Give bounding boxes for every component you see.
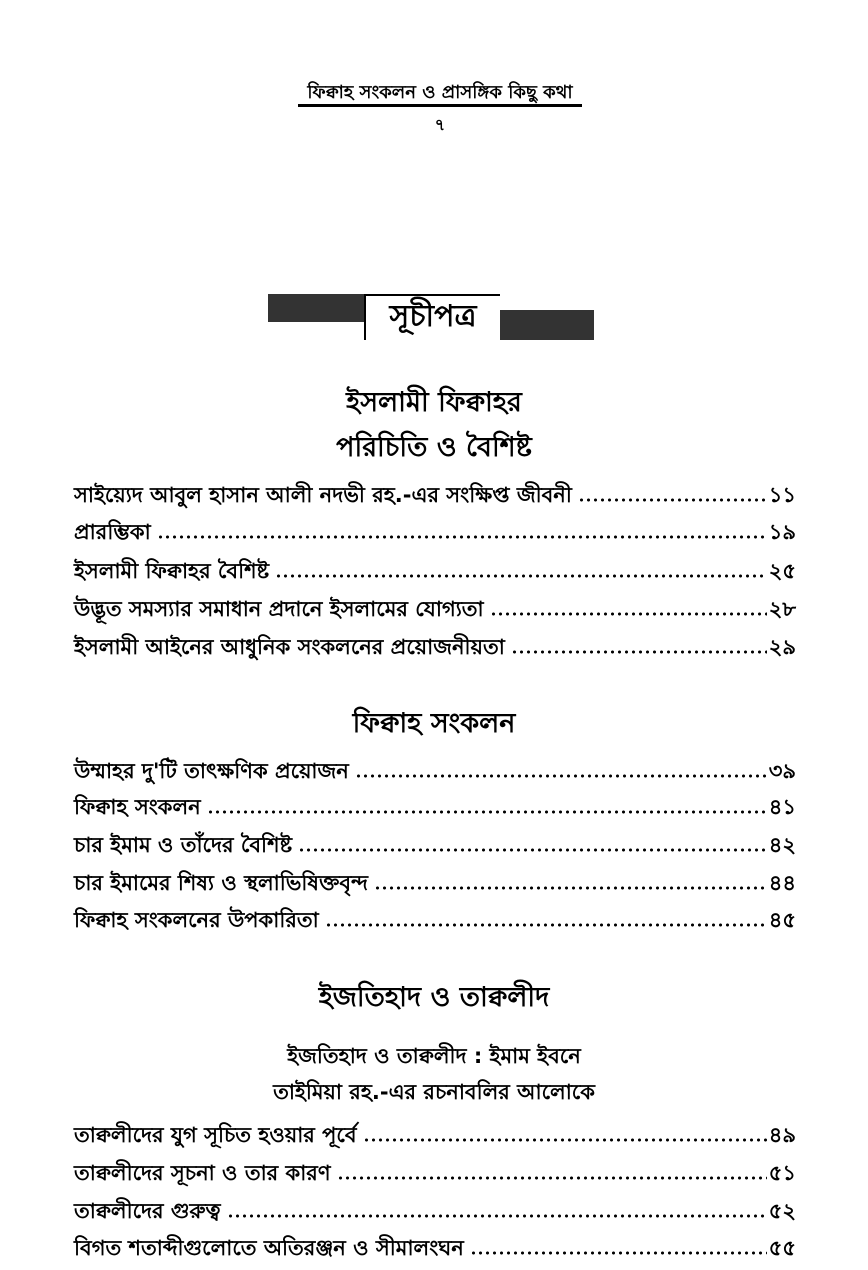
toc-entry[interactable] bbox=[74, 1116, 796, 1150]
toc-entry-title: প্রারম্ভিকা bbox=[74, 520, 151, 544]
toc-entry-title: ইসলামী আইনের আধুনিক সংকলনের প্রয়োজনীয়তা bbox=[74, 635, 505, 659]
dot-leader bbox=[363, 1137, 767, 1143]
toc-entry[interactable] bbox=[74, 901, 796, 935]
banner-decoration-left bbox=[268, 294, 364, 322]
toc-entry[interactable] bbox=[74, 476, 796, 510]
dot-leader bbox=[470, 1250, 767, 1256]
toc-entry[interactable] bbox=[74, 826, 796, 860]
toc-entry-page: ৩৯ bbox=[768, 759, 796, 783]
dot-leader bbox=[207, 809, 767, 815]
toc-entry-title: তাক্বলীদের যুগ সূচিত হওয়ার পূর্বে bbox=[74, 1123, 357, 1147]
sub-heading-line: ইজতিহাদ ও তাক্বলীদ : ইমাম ইবনে bbox=[287, 1044, 581, 1068]
toc-entry-title: উদ্ভূত সমস্যার সমাধান প্রদানে ইসলামের যোগ্যতা bbox=[74, 597, 484, 621]
dot-leader bbox=[157, 534, 767, 540]
toc-entry-title: সাইয়্যেদ আবুল হাসান আলী নদভী রহ.-এর সংক্ষিপ্ত জীবনী bbox=[74, 483, 572, 507]
toc-entry[interactable] bbox=[74, 1154, 796, 1188]
toc-entry[interactable] bbox=[74, 513, 796, 547]
toc-entry-page: ২৮ bbox=[768, 597, 796, 621]
dot-leader bbox=[355, 773, 767, 779]
dot-leader bbox=[227, 1213, 767, 1219]
toc-entry[interactable] bbox=[74, 552, 796, 586]
toc-entry[interactable] bbox=[74, 1229, 796, 1263]
section-heading-line: ফিক্বাহ সংকলন bbox=[352, 708, 516, 739]
dot-leader bbox=[337, 1175, 767, 1181]
toc-entry-page: ৪৪ bbox=[768, 871, 796, 895]
dot-leader bbox=[275, 573, 767, 579]
running-header-title: ফিক্বাহ সংকলন ও প্রাসঙ্গিক কিছু কথা bbox=[307, 82, 573, 103]
toc-entry-title: ফিক্বাহ সংকলনের উপকারিতা bbox=[74, 908, 319, 932]
sub-heading-line: তাইমিয়া রহ.-এর রচনাবলির আলোকে bbox=[273, 1080, 595, 1104]
section-heading-line: ইজতিহাদ ও তাক্বলীদ bbox=[318, 982, 550, 1013]
toc-banner bbox=[0, 290, 868, 350]
toc-entry[interactable] bbox=[74, 628, 796, 662]
dot-leader bbox=[578, 497, 767, 503]
toc-entry-title: ইসলামী ফিক্বাহর বৈশিষ্ট bbox=[74, 559, 270, 583]
toc-entry-page: ১১ bbox=[768, 483, 796, 507]
section-heading-line: পরিচিতি ও বৈশিষ্ট bbox=[336, 432, 532, 463]
toc-entry-page: ৪৯ bbox=[768, 1123, 796, 1147]
toc-entry-page: ৫১ bbox=[768, 1161, 796, 1185]
dot-leader bbox=[374, 885, 767, 891]
banner-decoration-right bbox=[500, 310, 594, 340]
toc-entry-page: ৪১ bbox=[768, 795, 796, 819]
toc-entry[interactable] bbox=[74, 864, 796, 898]
toc-entry[interactable] bbox=[74, 590, 796, 624]
page-number: ৭ bbox=[434, 115, 446, 134]
dot-leader bbox=[490, 611, 767, 617]
toc-entry-title: চার ইমামের শিষ্য ও স্থলাভিষিক্তবৃন্দ bbox=[74, 871, 368, 895]
toc-title: সূচীপত্র bbox=[389, 299, 477, 334]
toc-entry-page: ১৯ bbox=[768, 520, 796, 544]
toc-entry-page: ৫২ bbox=[768, 1199, 796, 1223]
toc-entry-title: তাক্বলীদের সূচনা ও তার কারণ bbox=[74, 1161, 331, 1185]
toc-entry-page: ৪২ bbox=[768, 833, 796, 857]
toc-entry[interactable] bbox=[74, 752, 796, 786]
toc-entry-title: চার ইমাম ও তাঁদের বৈশিষ্ট bbox=[74, 833, 293, 857]
section-heading-line: ইসলামী ফিক্বাহর bbox=[346, 387, 522, 418]
dot-leader bbox=[298, 847, 767, 853]
toc-entry-title: উম্মাহর দু'টি তাৎক্ষণিক প্রয়োজন bbox=[74, 759, 349, 783]
toc-entry[interactable] bbox=[74, 788, 796, 822]
toc-entry-title: তাক্বলীদের গুরুত্ব bbox=[74, 1199, 221, 1223]
toc-entry-page: ৪৫ bbox=[768, 908, 796, 932]
toc-entry[interactable] bbox=[74, 1192, 796, 1226]
dot-leader bbox=[511, 649, 767, 655]
header-rule bbox=[298, 104, 582, 107]
toc-entry-page: ৫৫ bbox=[768, 1236, 796, 1260]
toc-entry-title: ফিক্বাহ সংকলন bbox=[74, 795, 201, 819]
toc-entry-title: বিগত শতাব্দীগুলোতে অতিরঞ্জন ও সীমালংঘন bbox=[74, 1236, 464, 1260]
toc-entry-page: ২৫ bbox=[768, 559, 796, 583]
toc-entry-page: ২৯ bbox=[768, 635, 796, 659]
dot-leader bbox=[325, 922, 767, 928]
